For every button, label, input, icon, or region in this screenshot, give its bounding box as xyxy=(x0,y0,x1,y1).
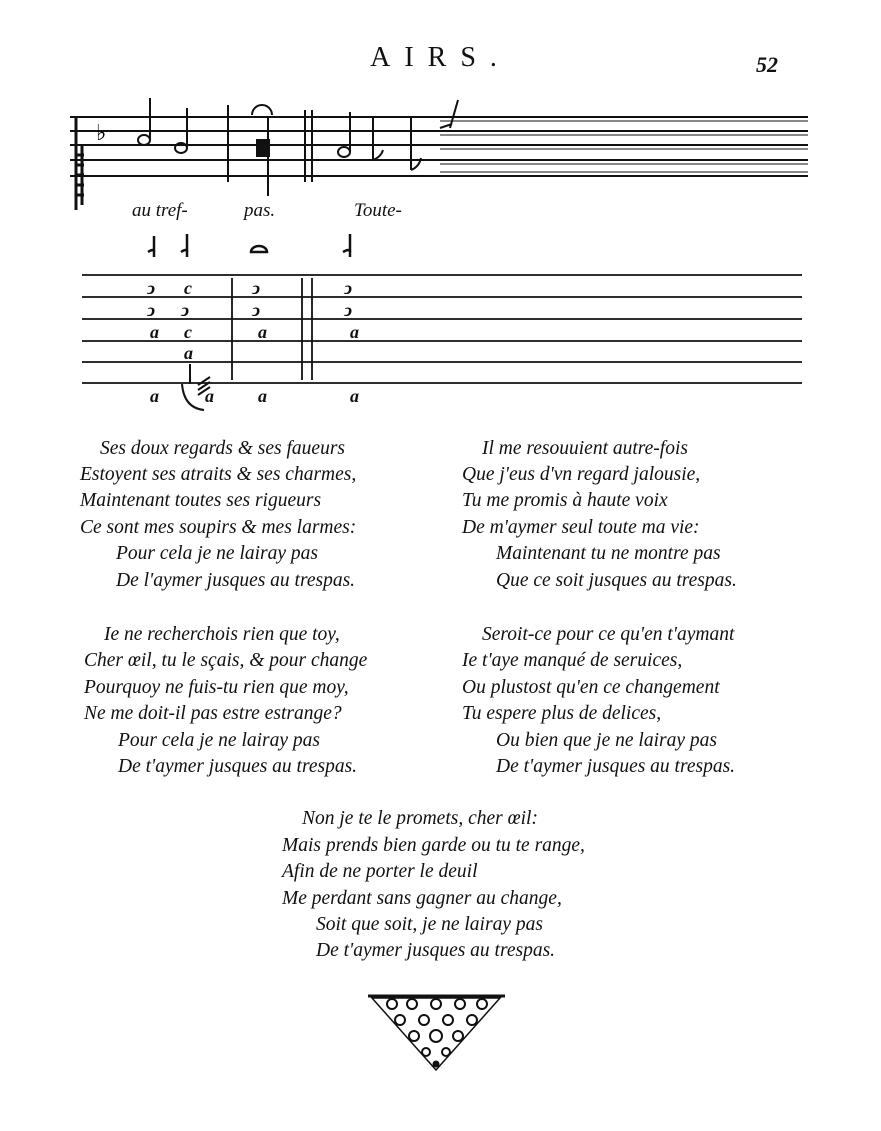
verse-line: Ce sont mes soupirs & mes larmes: xyxy=(80,517,357,538)
verse-line: Que j'eus d'vn regard jalousie, xyxy=(462,464,701,485)
verse-line: Me perdant sans gagner au change, xyxy=(282,888,562,909)
rhythm-flags xyxy=(148,234,350,257)
verse-line: Ie ne recherchois rien que toy, xyxy=(104,624,340,645)
tab-letter: ↄ xyxy=(181,300,189,320)
flat-icon: ♭ xyxy=(96,121,107,146)
tab-letter: a xyxy=(150,322,159,342)
tab-letter: c xyxy=(184,322,192,342)
vocal-staff xyxy=(70,117,808,176)
tab-letter: a xyxy=(258,386,267,406)
verse-line: Estoyent ses atraits & ses charmes, xyxy=(80,464,357,485)
verse-line: Ses doux regards & ses faueurs xyxy=(100,438,345,459)
verse-line: De t'aymer jusques au trespas. xyxy=(496,756,736,777)
verse-line: Ou bien que je ne lairay pas xyxy=(496,730,717,751)
verse-line: Que ce soit jusques au trespas. xyxy=(496,570,737,591)
tab-letter: a xyxy=(184,343,193,363)
verse-line: De m'aymer seul toute ma vie: xyxy=(462,517,700,538)
verse-line: Maintenant tu ne montre pas xyxy=(496,543,721,564)
tab-letter: c xyxy=(184,278,192,298)
verse-line: Il me resouuient autre-fois xyxy=(482,438,688,459)
tab-letter: a xyxy=(350,322,359,342)
tab-letter: a xyxy=(258,322,267,342)
vocal-notes xyxy=(138,98,458,196)
lyric-syllable: pas. xyxy=(244,200,276,221)
tab-letter: a xyxy=(150,386,159,406)
verse-line: De t'aymer jusques au trespas. xyxy=(118,756,358,777)
verse-line: Tu me promis à haute voix xyxy=(462,490,668,511)
tab-letter: ↄ xyxy=(147,278,155,298)
verse-line: De t'aymer jusques au trespas. xyxy=(316,940,556,961)
tab-letter: ↄ xyxy=(344,278,352,298)
verse-line: Ne me doit-il pas estre estrange? xyxy=(84,703,342,724)
tab-letter: ↄ xyxy=(147,300,155,320)
page-title: AIRS. xyxy=(370,42,511,73)
verse-line: Mais prends bien garde ou tu te range, xyxy=(282,835,585,856)
verse-line: Tu espere plus de delices, xyxy=(462,703,662,724)
tab-letter: a xyxy=(205,386,214,406)
verse-line: Soit que soit, je ne lairay pas xyxy=(316,914,543,935)
tab-letter: a xyxy=(350,386,359,406)
verse-line: Pour cela je ne lairay pas xyxy=(116,543,318,564)
verse-line: De l'aymer jusques au trespas. xyxy=(116,570,356,591)
verse-line: Maintenant toutes ses rigueurs xyxy=(80,490,322,511)
tab-letter: ↄ xyxy=(344,300,352,320)
tab-letter: ↄ xyxy=(252,300,260,320)
tab-letter: ↄ xyxy=(252,278,260,298)
lyric-syllable: Toute- xyxy=(354,200,402,221)
page-number: 52 xyxy=(756,52,778,77)
verse-line: Non je te le promets, cher œil: xyxy=(302,808,538,829)
verse-line: Afin de ne porter le deuil xyxy=(282,861,478,882)
verse-line: Cher œil, tu le sçais, & pour change xyxy=(84,650,368,671)
verse-line: Pourquoy ne fuis-tu rien que moy, xyxy=(84,677,349,698)
verse-line: Ou plustost qu'en ce changement xyxy=(462,677,720,698)
verse-line: Ie t'aye manqué de seruices, xyxy=(462,650,683,671)
verse-line: Seroit-ce pour ce qu'en t'aymant xyxy=(482,624,735,645)
verse-line: Pour cela je ne lairay pas xyxy=(118,730,320,751)
fleuron-ornament xyxy=(368,996,505,1070)
lyric-syllable: au tref- xyxy=(132,200,188,221)
